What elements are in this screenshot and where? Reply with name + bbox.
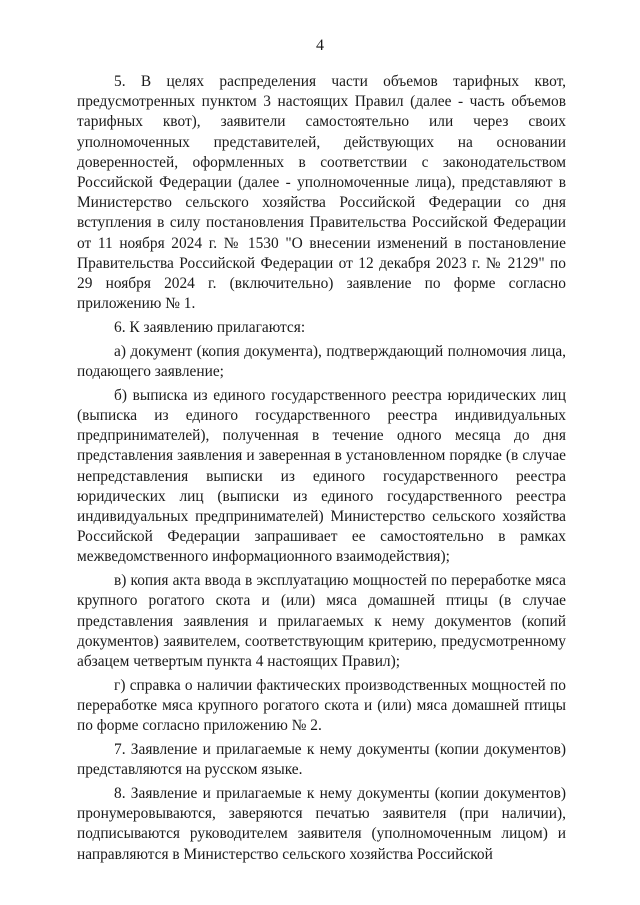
paragraph-6g: г) справка о наличии фактических производственных мощностей по переработке мяса крупного рогатого скота и (или) мяса домашней птицы по форме согласно приложению № 2. [77, 676, 566, 735]
document-body [77, 72, 566, 868]
paragraph-7: 7. Заявление и прилагаемые к нему документы (копии документов) представляются на русском языке. [77, 741, 566, 779]
paragraph-5: 5. В целях распределения части объемов тарифных квот, предусмотренных пунктом 3 настоящих Правил (далее - часть объемов тарифных квот), заявители самостоятельно или через своих уполномоченных представителей, действующих на основании доверенностей, оформленных в соответствии с законодательством Российской Федерации (далее - уполномоченные лица), представляют в Министерство сельского хозяйства Российской Федерации со дня вступления в силу постановления Правительства Российской Федерации от 11 ноября 2024 г. № 1530 "О внесении изменений в постановление Правительства Российской Федерации от 12 декабря 2023 г. № 2129" по 29 ноября 2024 г. (включительно) заявление по форме согласно приложению № 1. [77, 73, 566, 313]
paragraph-6v: в) копия акта ввода в эксплуатацию мощностей по переработке мяса крупного рогатого скота и (или) мяса домашней птицы (в случае представления заявления и прилагаемых к нему документов (копий документов) заявителем, соответствующим критерию, предусмотренному абзацем четвертым пункта 4 настоящих Правил); [77, 572, 566, 671]
paragraph-6a: а) документ (копия документа), подтверждающий полномочия лица, подающего заявление; [77, 342, 566, 381]
paragraph-8: 8. Заявление и прилагаемые к нему документы (копии документов) пронумеровываются, заверяются печатью заявителя (при наличии), подписываются руководителем заявителя (уполномоченным лицом) и направляются в Министерство сельского хозяйства Российской [77, 785, 566, 863]
paragraph-6-intro: 6. К заявлению прилагаются: [114, 319, 306, 337]
page-number: 4 [316, 37, 324, 54]
paragraph-6b: б) выписка из единого государственного реестра юридических лиц (выписка из единого государственного реестра индивидуальных предпринимателей), полученная в течение одного месяца до дня представления заявления и заверенная в установленном порядке (в случае непредставления выписки из единого государственного реестра юридических лиц (выписки из единого государственного реестра индивидуальных предпринимателей) Министерство сельского хозяйства Российской Федерации запрашивает ее самостоятельно в рамках межведомственного информационного взаимодействия); [77, 386, 566, 566]
